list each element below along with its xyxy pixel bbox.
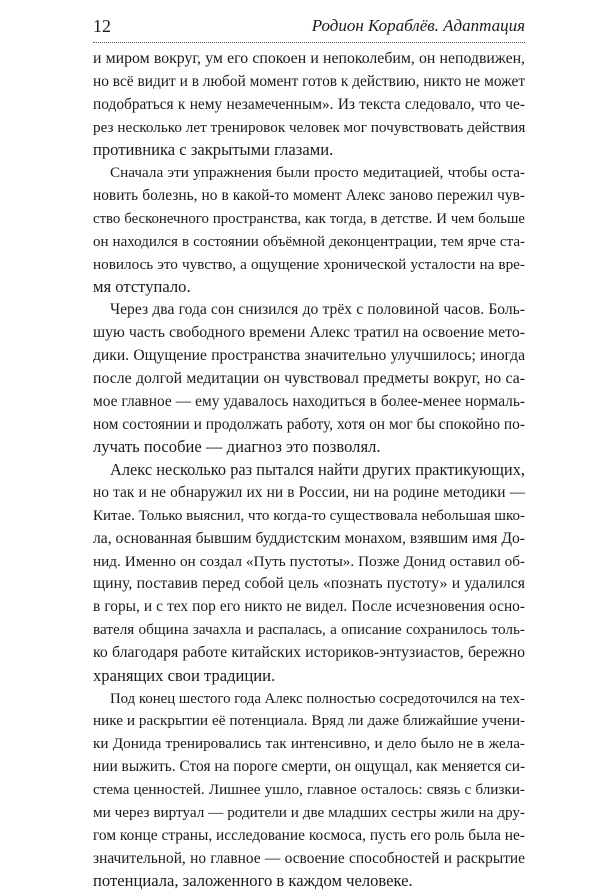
text-line: щину, поставив перед собой цель «познать пустоту» и удалился <box>93 575 525 593</box>
text-line: противника с закрытыми глазами. <box>93 140 334 160</box>
text-line: ном состоянии и продолжать работу, хотя он мог бы спокойно по- <box>93 415 525 433</box>
text-line: лучать пособие — диагноз это позволял. <box>93 437 381 457</box>
running-header <box>93 14 525 43</box>
text-line: ми через виртуал — родители и две младших сестры жили на дру- <box>93 803 525 821</box>
text-line: дики. Ощущение пространства значительно улучшилось; иногда <box>93 346 525 364</box>
text-line: нике и раскрытии её потенциала. Вряд ли даже ближайшие учени- <box>93 712 525 730</box>
text-line: подобраться к нему незамеченным». Из текста следовало, что че- <box>93 95 525 113</box>
running-title: Родион Кораблёв. Адаптация <box>311 16 525 35</box>
text-line: вателя община зачахла и распалась, а описание сохранилось толь- <box>93 621 525 639</box>
text-line: Сначала эти упражнения были просто медитацией, чтобы оста- <box>110 164 525 182</box>
text-line: ла, основанная бывшим буддистским монахом, взявшим имя До- <box>93 529 525 547</box>
text-line: он находился в состоянии объёмной деконцентрации, тем ярче ста- <box>93 233 525 250</box>
text-line: стема ценностей. Лишнее ушло, главное осталось: связь с близки- <box>93 781 525 798</box>
text-line: потенциала, заложенного в каждом человеке. <box>93 871 413 891</box>
text-line: Алекс несколько раз пытался найти других практикующих, <box>110 460 525 480</box>
text-line: и миром вокруг, ум его спокоен и непоколебим, он неподвижен, <box>93 50 525 67</box>
page-number: 12 <box>93 16 111 36</box>
text-line: после долгой медитации он чувствовал предметы вокруг, но са- <box>93 369 525 387</box>
text-line: нии выжить. Стоя на пороге смерти, он ощущал, как меняется си- <box>93 758 526 776</box>
text-line: хранящих свои традиции. <box>93 665 276 685</box>
text-line: в горы, и с тех пор его никто не видел. После исчезновения осно- <box>93 598 525 616</box>
text-line: Китае. Только выяснил, что когда-то существовала небольшая шко- <box>93 507 525 524</box>
text-line: нид. Именно он создал «Путь пустоты». Позже Донид оставил об- <box>93 552 525 570</box>
text-line: гом конце страны, исследование космоса, пусть его роль была не- <box>93 826 525 844</box>
text-line: шую часть свободного времени Алекс тратил на освоение мето- <box>93 324 525 342</box>
text-line: рез несколько лет тренировок человек мог почувствовать действия <box>93 118 526 136</box>
text-line: Под конец шестого года Алекс полностью сосредоточился на тех- <box>110 690 525 707</box>
text-line: новилось это чувство, а ощущение хронической усталости на вре- <box>93 255 525 273</box>
text-line: но так и не обнаружил их ни в России, ни на родине методики — <box>93 484 525 502</box>
body-text <box>93 48 525 893</box>
text-line: значительной, но главное — освоение способностей и раскрытие <box>93 849 525 867</box>
text-line: ко благодаря работе китайских историков-энтузиастов, бережно <box>93 643 525 661</box>
text-line: но всё видит и в любой момент готов к действию, никто не может <box>93 72 526 90</box>
text-line: ки Донида тренировались так интенсивно, и дело было не в жела- <box>93 735 525 753</box>
text-line: мя отступало. <box>93 277 191 297</box>
text-line: мое главное — ему удавалось находиться в более-менее нормаль- <box>93 392 525 410</box>
text-line: ство бесконечного пространства, как тогда, в детстве. И чем больше <box>93 210 525 227</box>
text-line: новить болезнь, но в какой-то момент Алекс заново пережил чув- <box>93 187 525 205</box>
text-line: Через два года сон снизился до трёх с половиной часов. Боль- <box>110 301 525 319</box>
